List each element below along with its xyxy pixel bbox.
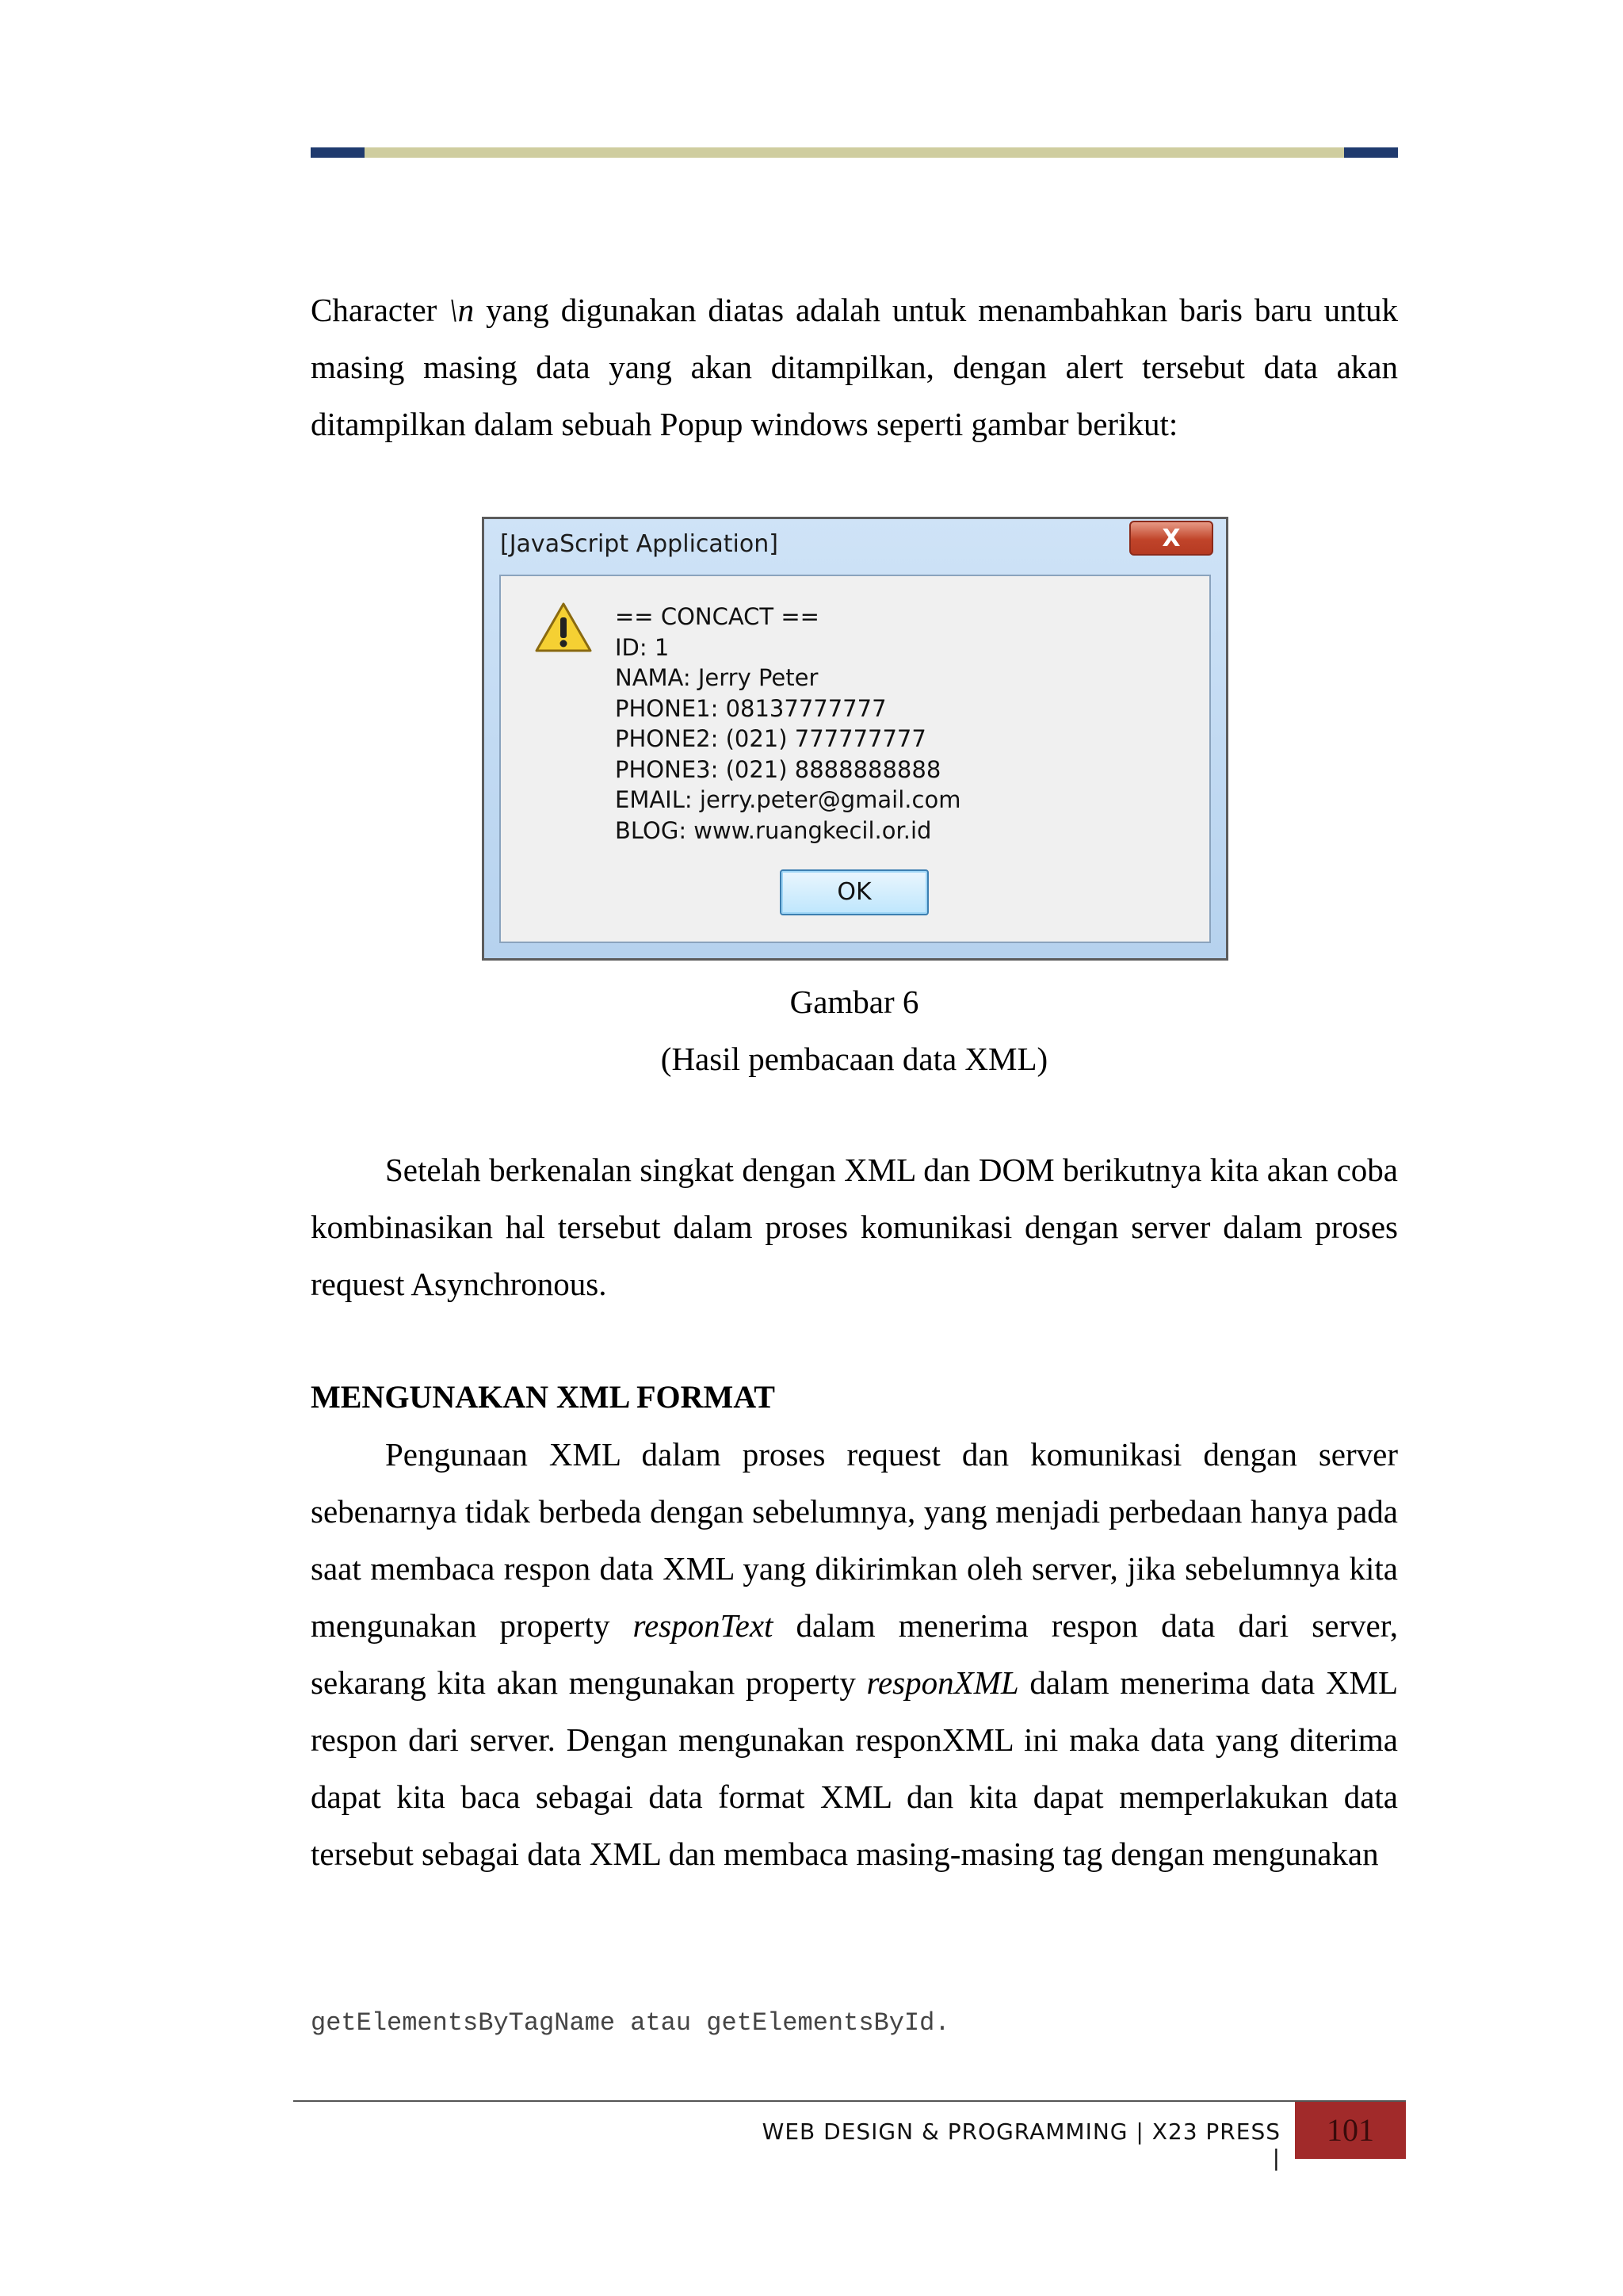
- message-line: BLOG: www.ruangkecil.or.id: [615, 816, 932, 844]
- paragraph-xml-dom: Setelah berkenalan singkat dengan XML dan DOM berikutnya kita akan coba kombinasikan hal tersebut dalam proses komunikasi dengan server dalam proses request Asynchronous.: [311, 1152, 1398, 1302]
- code-snippet: getElementsByTagName atau getElementsById.: [311, 2008, 950, 2038]
- dialog-message: [615, 602, 960, 852]
- newline-code: \n: [449, 292, 475, 328]
- message-line: PHONE3: (021) 8888888888: [615, 755, 941, 783]
- responxml-term: responXML: [866, 1664, 1019, 1701]
- message-line: PHONE2: (021) 777777777: [615, 725, 926, 752]
- page-number: 101: [1295, 2102, 1406, 2159]
- header-rule-middle: [365, 147, 1344, 158]
- alert-dialog-screenshot: [482, 517, 1228, 961]
- ok-button[interactable]: OK: [780, 869, 929, 915]
- footer-title: WEB DESIGN & PROGRAMMING | X23 PRESS |: [762, 2118, 1281, 2171]
- paragraph-intro: Character \n yang digunakan diatas adalah untuk menambahkan baris baru untuk masing masing data yang akan ditampilkan, dengan alert tersebut data akan ditampilkan dalam sebuah Popup windows seperti gambar berikut:: [311, 292, 1398, 442]
- dialog-body: [499, 575, 1211, 943]
- message-line: EMAIL: jerry.peter@gmail.com: [615, 786, 961, 813]
- figure-caption-number: Gambar 6: [789, 984, 919, 1020]
- footer-rule: [293, 2100, 1406, 2102]
- message-line: ID: 1: [615, 633, 670, 661]
- section-heading: MENGUNAKAN XML FORMAT: [311, 1379, 775, 1415]
- message-line: NAMA: Jerry Peter: [615, 664, 819, 691]
- respontext-term: responText: [632, 1607, 773, 1644]
- header-rule-right: [1344, 147, 1398, 158]
- paragraph-xml-format: Pengunaan XML dalam proses request dan komunikasi dengan server sebenarnya tidak berbeda dengan sebelumnya, yang menjadi perbedaan hanya pada saat membaca respon data XML yang dikirimkan oleh server, jika sebelumnya kita mengunakan property responText dalam menerima respon data dari server, sekarang kita akan mengunakan property responXML dalam menerima data XML respon dari server. Dengan mengunakan responXML ini maka data yang diterima dapat kita baca sebagai data format XML dan kita dapat memperlakukan data tersebut sebagai data XML dan membaca masing-masing tag dengan mengunakan: [311, 1436, 1398, 1872]
- close-icon: X: [1162, 525, 1181, 552]
- warning-icon: [534, 602, 593, 654]
- message-line: PHONE1: 08137777777: [615, 694, 887, 722]
- dialog-titlebar: [484, 519, 1226, 575]
- close-button[interactable]: [1129, 521, 1213, 556]
- header-rule-left: [311, 147, 365, 158]
- message-line: == CONCACT ==: [615, 603, 819, 630]
- figure-caption-description: (Hasil pembacaan data XML): [660, 1041, 1048, 1077]
- header-rule: [311, 147, 1398, 158]
- dialog-title: [JavaScript Application]: [500, 530, 778, 558]
